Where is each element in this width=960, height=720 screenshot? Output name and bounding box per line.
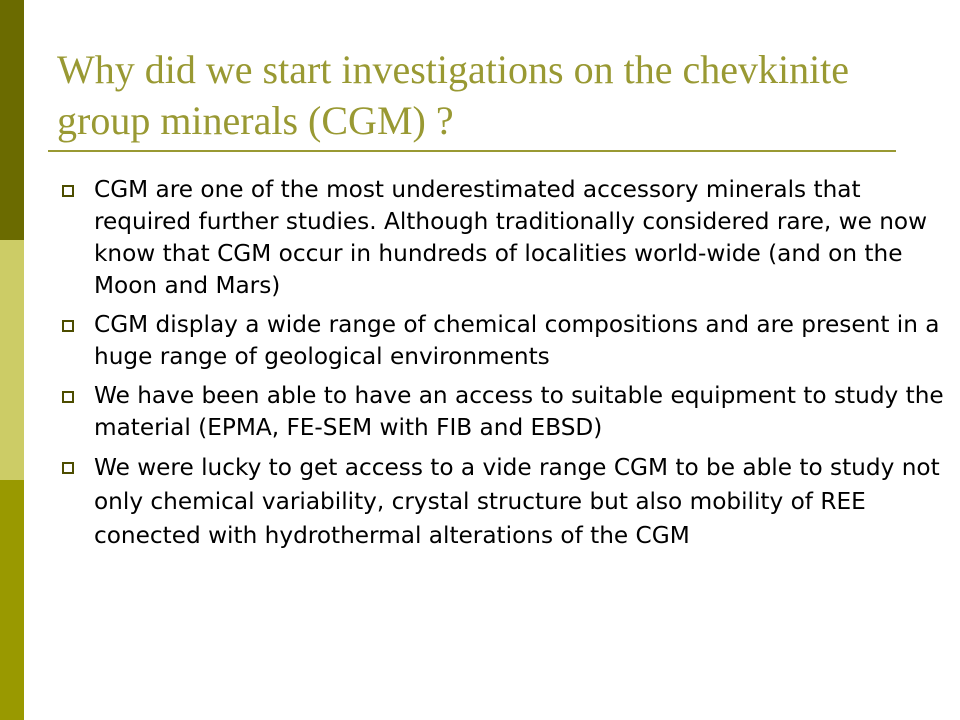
bullet-item	[56, 174, 946, 302]
slide-title: Why did we start investigations on the chevkinite group minerals (CGM) ?	[57, 47, 850, 143]
square-bullet-icon	[62, 462, 74, 474]
bullet-item	[56, 380, 946, 444]
bullet-item	[56, 309, 946, 373]
square-bullet-icon	[62, 185, 74, 197]
side-band-middle	[0, 240, 24, 480]
bullet-text: We have been able to have an access to suitable equipment to study the material (EPMA, FE-SEM with FIB and EBSD)	[94, 382, 944, 441]
square-bullet-icon	[62, 391, 74, 403]
bullet-item	[56, 451, 946, 553]
bullet-text: CGM display a wide range of chemical compositions and are present in a huge range of geological environments	[94, 311, 940, 370]
title-divider	[48, 150, 896, 152]
side-band-bottom	[0, 480, 24, 720]
side-band-top	[0, 0, 24, 240]
square-bullet-icon	[62, 320, 74, 332]
bullet-list	[56, 174, 946, 560]
bullet-text: CGM are one of the most underestimated accessory minerals that required further studies. Although traditionally considered rare, we now know that CGM occur in hundreds of localities world-wide (and on the Moon and Mars)	[94, 176, 928, 299]
bullet-text: We were lucky to get access to a vide range CGM to be able to study not only chemical variability, crystal structure but also mobility of REE conected with hydrothermal alterations of the CGM	[94, 454, 940, 549]
